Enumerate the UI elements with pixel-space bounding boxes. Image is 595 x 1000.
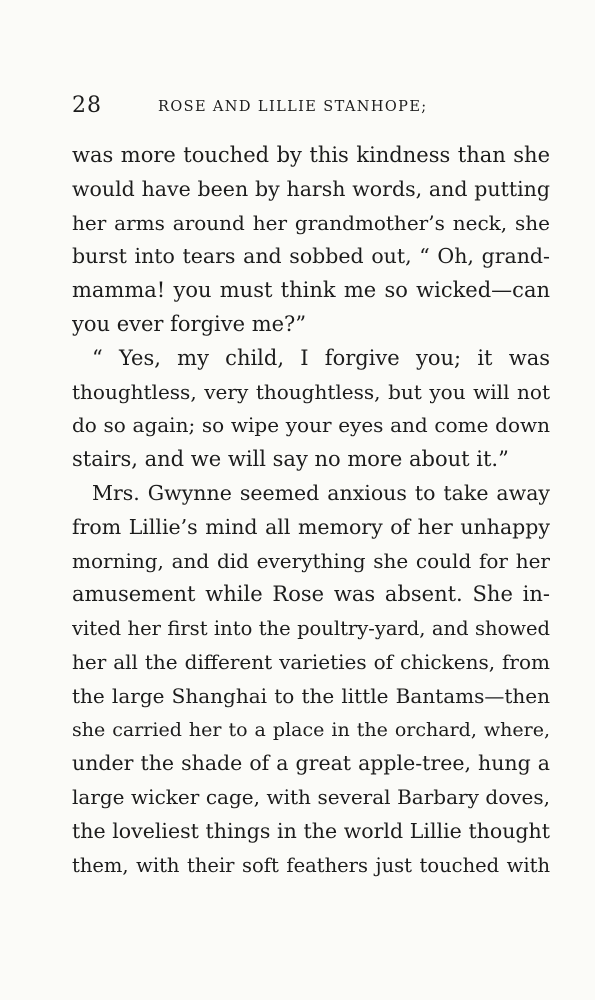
running-head [72,91,550,121]
text-line: do so again; so wipe your eyes and come down [72,413,550,438]
body-text [72,139,550,883]
text-line: was more touched by this kindness than she [72,143,550,167]
text-line: her all the different varieties of chickens, from [72,649,550,674]
text-line: large wicker cage, with several Barbary doves, [72,785,550,810]
text-line: the large Shanghai to the little Bantams—then [72,683,550,708]
text-line: thoughtless, very thoughtless, but you will not [72,379,550,404]
text-line: them, with their soft feathers just touched with [72,853,550,877]
page-number: 28 [72,93,102,118]
text-line: would have been by harsh words, and putting [72,176,550,201]
text-line: mamma! you must think me so wicked—can [72,278,550,303]
text-line: she carried her to a place in the orchard, where, [72,718,550,741]
text-line: vited her first into the poultry-yard, and showed [72,617,550,641]
text-line: you ever forgive me?” [72,311,307,336]
text-line: burst into tears and sobbed out, “ Oh, grand- [72,244,550,269]
text-line: morning, and did everything she could for her [72,548,550,573]
text-line: Mrs. Gwynne seemed anxious to take away [92,480,550,505]
running-title: ROSE AND LILLIE STANHOPE; [158,99,428,115]
text-line: stairs, and we will say no more about it.” [72,447,509,472]
text-line: her arms around her grandmother’s neck, she [72,210,550,235]
text-line: “ Yes, my child, I forgive you; it was [92,345,550,370]
text-line: under the shade of a great apple-tree, hung a [72,751,550,776]
text-line: from Lillie’s mind all memory of her unhappy [72,514,550,539]
text-line: the loveliest things in the world Lillie thought [72,818,550,843]
text-line: amusement while Rose was absent. She in- [72,582,550,607]
